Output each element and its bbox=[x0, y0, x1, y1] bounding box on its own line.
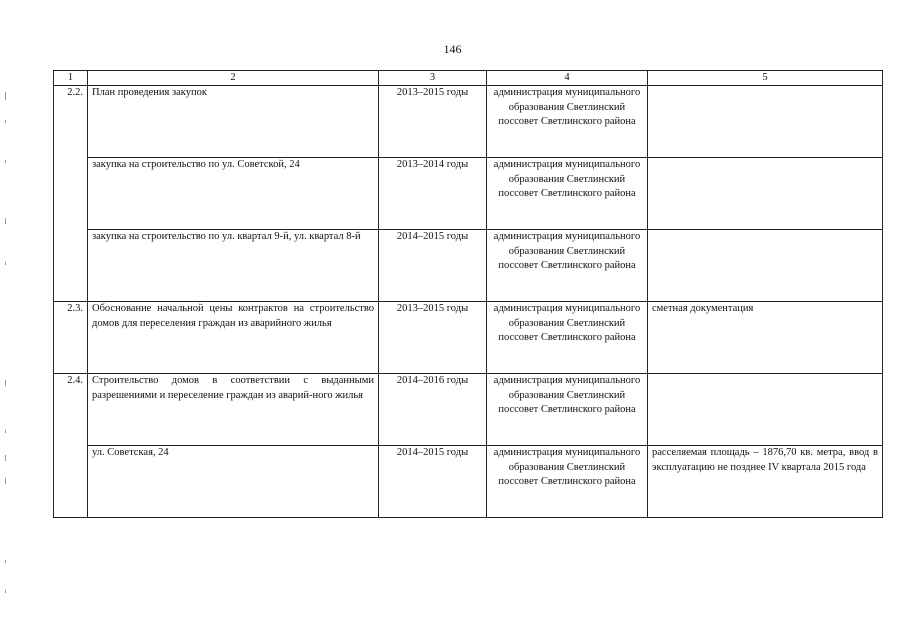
row-note bbox=[648, 86, 883, 158]
row-name: закупка на строительство по ул. Советской, 24 bbox=[88, 158, 379, 230]
row-responsible: администрация муниципального образования Светлинский поссовет Светлинского района bbox=[487, 374, 648, 446]
page-number: 146 bbox=[443, 42, 462, 56]
row-note bbox=[648, 230, 883, 302]
table-row bbox=[54, 86, 883, 158]
row-note bbox=[648, 158, 883, 230]
row-responsible: администрация муниципального образования Светлинский поссовет Светлинского района bbox=[487, 446, 648, 518]
header-col-1: 1 bbox=[54, 71, 88, 86]
row-name: Строительство домов в соответствии с выданными разрешениями и переселение граждан из аварий-ного жилья bbox=[88, 374, 379, 446]
row-period: 2014–2016 годы bbox=[379, 374, 487, 446]
row-responsible: администрация муниципального образования Светлинский поссовет Светлинского района bbox=[487, 158, 648, 230]
row-responsible: администрация муниципального образования Светлинский поссовет Светлинского района bbox=[487, 86, 648, 158]
row-responsible: администрация муниципального образования Светлинский поссовет Светлинского района bbox=[487, 302, 648, 374]
header-col-4: 4 bbox=[487, 71, 648, 86]
row-period: 2014–2015 годы bbox=[379, 446, 487, 518]
row-name: План проведения закупок bbox=[88, 86, 379, 158]
row-note: расселяемая площадь – 1876,70 кв. метра, ввод в эксплуатацию не позднее IV квартала 2015 года bbox=[648, 446, 883, 518]
row-number bbox=[54, 230, 88, 302]
table-row bbox=[54, 446, 883, 518]
scan-edge-marks bbox=[5, 0, 8, 640]
row-period: 2013–2015 годы bbox=[379, 86, 487, 158]
table-row bbox=[54, 302, 883, 374]
row-responsible: администрация муниципального образования Светлинский поссовет Светлинского района bbox=[487, 230, 648, 302]
row-name: ул. Советская, 24 bbox=[88, 446, 379, 518]
header-col-5: 5 bbox=[648, 71, 883, 86]
row-period: 2013–2015 годы bbox=[379, 302, 487, 374]
row-period: 2014–2015 годы bbox=[379, 230, 487, 302]
plan-table bbox=[53, 70, 883, 518]
row-note bbox=[648, 374, 883, 446]
table-row bbox=[54, 230, 883, 302]
row-name: закупка на строительство по ул. квартал 9-й, ул. квартал 8-й bbox=[88, 230, 379, 302]
header-col-2: 2 bbox=[88, 71, 379, 86]
table-row bbox=[54, 158, 883, 230]
row-number: 2.3. bbox=[54, 302, 88, 374]
table-row bbox=[54, 374, 883, 446]
row-period: 2013–2014 годы bbox=[379, 158, 487, 230]
header-col-3: 3 bbox=[379, 71, 487, 86]
row-number: 2.2. bbox=[54, 86, 88, 158]
row-number bbox=[54, 158, 88, 230]
row-name: Обоснование начальной цены контрактов на строительство домов для переселения граждан из аварийного жилья bbox=[88, 302, 379, 374]
row-note: сметная документация bbox=[648, 302, 883, 374]
header-row bbox=[54, 71, 883, 86]
row-number: 2.4. bbox=[54, 374, 88, 446]
row-number bbox=[54, 446, 88, 518]
